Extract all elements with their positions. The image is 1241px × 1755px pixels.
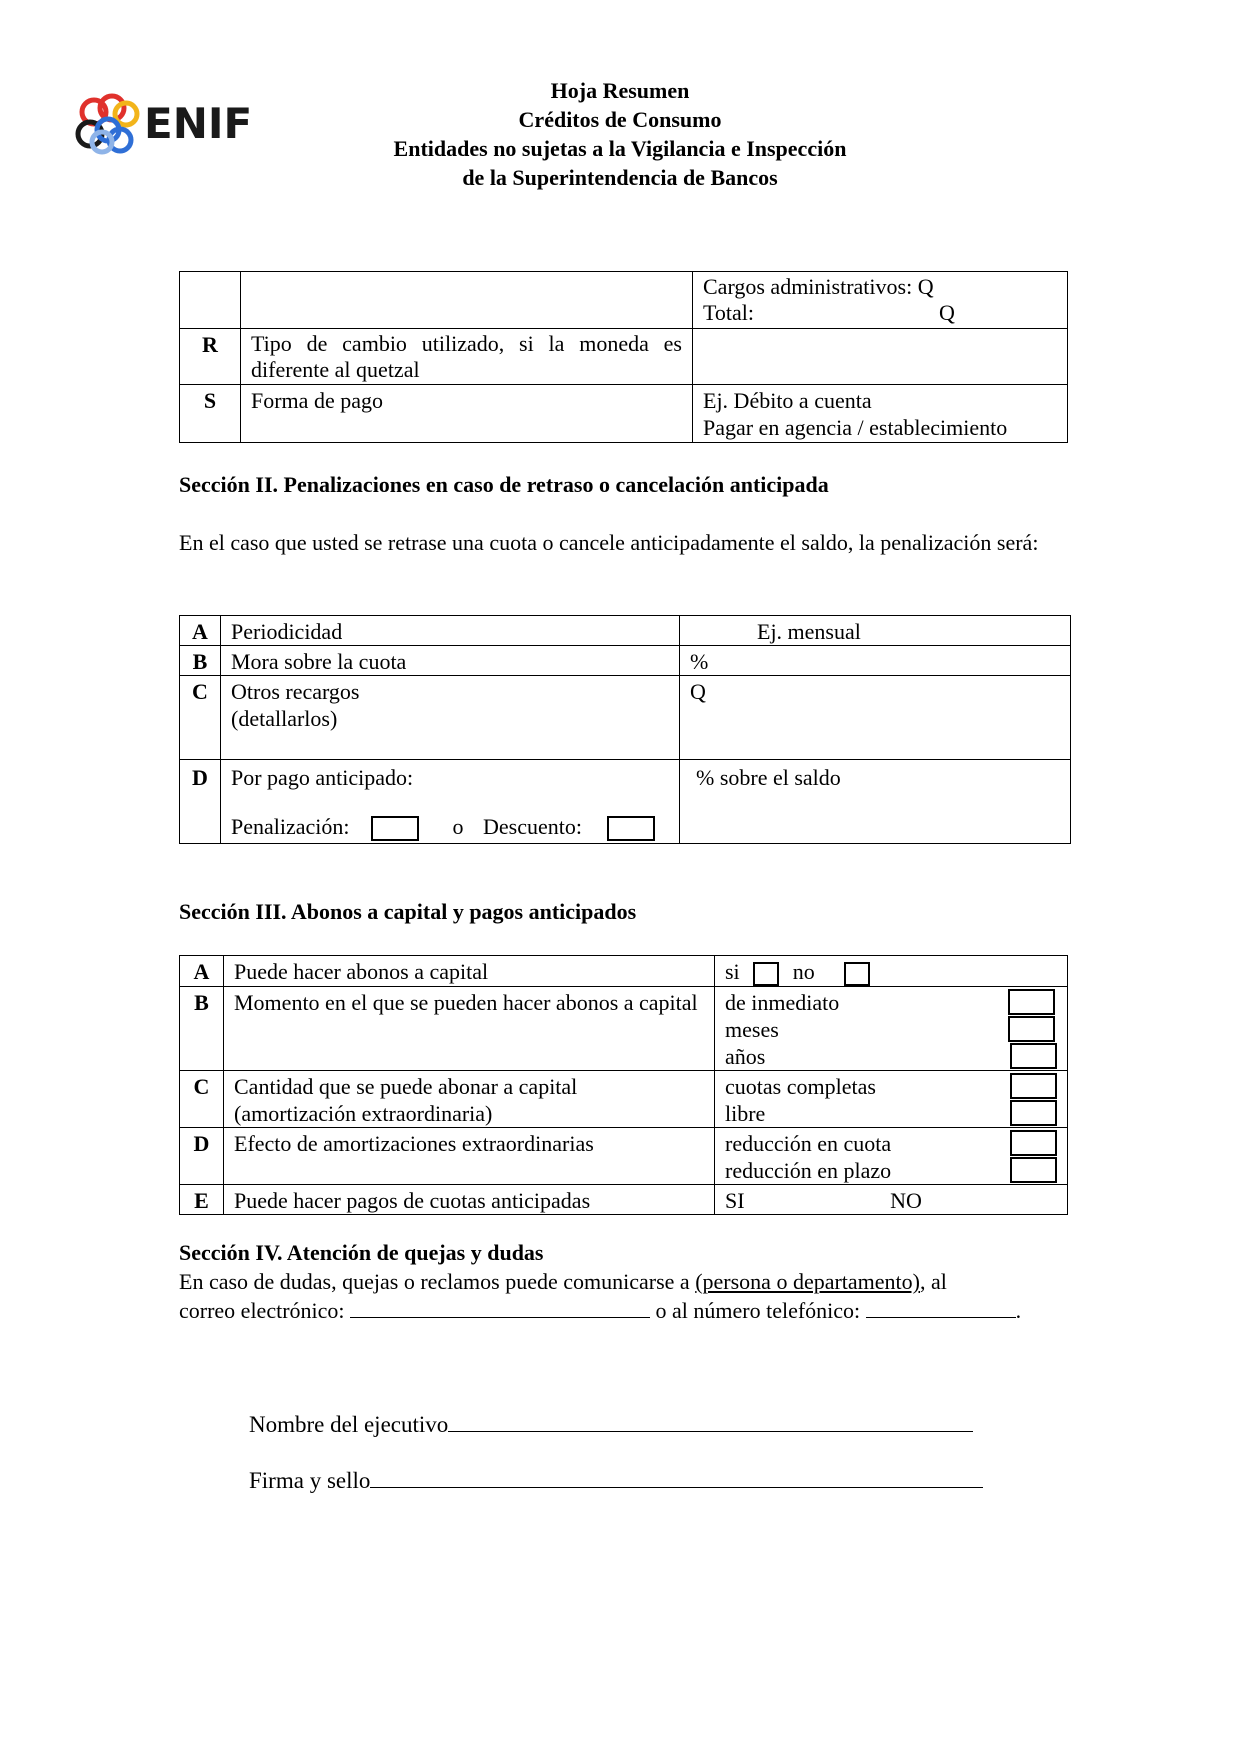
penalty-or-discount bbox=[231, 813, 669, 841]
row-code: C bbox=[180, 1070, 224, 1127]
table-row bbox=[180, 616, 1071, 646]
email-field[interactable] bbox=[350, 1297, 650, 1318]
firma-sello-field[interactable] bbox=[370, 1465, 983, 1488]
table-row bbox=[180, 385, 1068, 443]
descuento-label: Descuento: bbox=[483, 814, 582, 839]
row-code: A bbox=[180, 616, 221, 646]
option-checkbox[interactable] bbox=[1008, 1016, 1055, 1042]
option-label: reducción en plazo bbox=[725, 1157, 892, 1183]
si-label: si bbox=[725, 959, 740, 984]
si-checkbox[interactable] bbox=[753, 962, 779, 986]
section-2-title: Sección II. Penalizaciones en caso de retraso o cancelación anticipada bbox=[179, 472, 829, 497]
option-checkbox[interactable] bbox=[1010, 1073, 1057, 1099]
penalizacion-label: Penalización: bbox=[231, 814, 350, 839]
row-value: Q bbox=[680, 676, 1071, 760]
table-row bbox=[180, 1127, 1068, 1184]
row-code: R bbox=[180, 329, 241, 385]
penalties-table bbox=[179, 615, 1071, 844]
header-line4: de la Superintendencia de Bancos bbox=[462, 165, 778, 190]
row-label: Mora sobre la cuota bbox=[221, 646, 680, 676]
table-row bbox=[180, 646, 1071, 676]
table-row bbox=[180, 760, 1071, 844]
contact-intro: En caso de dudas, quejas o reclamos puede comunicarse a bbox=[179, 1269, 696, 1294]
interlocking-rings-logo-icon bbox=[78, 96, 137, 152]
no-checkbox[interactable] bbox=[844, 962, 870, 986]
row-label-detail: (detallarlos) bbox=[231, 706, 338, 731]
descuento-checkbox[interactable] bbox=[607, 816, 655, 841]
document-header bbox=[300, 76, 940, 192]
table-row bbox=[180, 1184, 1068, 1214]
firma-sello-row bbox=[249, 1465, 983, 1494]
row-value: Ej. mensual bbox=[680, 616, 1071, 646]
row-label: Efecto de amortizaciones extraordinarias bbox=[224, 1127, 715, 1184]
nombre-ejecutivo-field[interactable] bbox=[448, 1409, 973, 1432]
no-label: NO bbox=[890, 1187, 922, 1213]
row-code: C bbox=[180, 676, 221, 760]
row-code: B bbox=[180, 986, 224, 1070]
option-checkbox[interactable] bbox=[1010, 1130, 1057, 1156]
phone-label: o al número telefónico: bbox=[650, 1298, 866, 1323]
option-label: de inmediato bbox=[725, 989, 840, 1015]
no-label: no bbox=[792, 959, 815, 984]
row-code: B bbox=[180, 646, 221, 676]
option-label: reducción en cuota bbox=[725, 1130, 892, 1156]
section-2-intro: En el caso que usted se retrase una cuota o cancele anticipadamente el saldo, la penalización será: bbox=[179, 530, 1039, 555]
table-row bbox=[180, 676, 1071, 760]
row-label: Momento en el que se pueden hacer abonos a capital bbox=[224, 986, 715, 1070]
enif-logo bbox=[72, 84, 282, 166]
row-label: Periodicidad bbox=[221, 616, 680, 646]
phone-field[interactable] bbox=[866, 1297, 1016, 1318]
row-label: Forma de pago bbox=[241, 385, 693, 443]
row-value: % sobre el saldo bbox=[680, 760, 1071, 844]
penalizacion-checkbox[interactable] bbox=[371, 816, 419, 841]
header-title: Hoja Resumen bbox=[550, 78, 690, 103]
period: . bbox=[1015, 1298, 1022, 1323]
contact-text bbox=[179, 1267, 947, 1296]
option-label: años bbox=[725, 1043, 766, 1069]
header-line3: Entidades no sujetas a la Vigilancia e Inspección bbox=[393, 136, 847, 161]
row-code: S bbox=[180, 385, 241, 443]
payment-example-2: Pagar en agencia / establecimiento bbox=[703, 415, 1008, 440]
option-label: meses bbox=[725, 1016, 779, 1042]
row-value: % bbox=[680, 646, 1071, 676]
total-label: Total: bbox=[703, 300, 755, 325]
table-row bbox=[180, 956, 1068, 987]
nombre-ejecutivo-label: Nombre del ejecutivo bbox=[249, 1412, 449, 1437]
logo-text: ENIF bbox=[144, 99, 253, 148]
row-code: A bbox=[180, 956, 224, 987]
total-line bbox=[703, 300, 1057, 326]
capital-payments-table bbox=[179, 955, 1068, 1215]
or-label: o bbox=[452, 814, 464, 839]
nombre-ejecutivo-row bbox=[249, 1409, 973, 1438]
table-row bbox=[180, 329, 1068, 385]
firma-sello-label: Firma y sello bbox=[249, 1468, 371, 1493]
section-3-title: Sección III. Abonos a capital y pagos anticipados bbox=[179, 899, 637, 924]
section-4-text bbox=[179, 1267, 1071, 1325]
row-label: Puede hacer pagos de cuotas anticipadas bbox=[224, 1184, 715, 1214]
row-label: Cantidad que se puede abonar a capital bbox=[234, 1073, 578, 1099]
option-checkbox[interactable] bbox=[1010, 1157, 1057, 1183]
row-value bbox=[693, 329, 1068, 385]
option-checkbox[interactable] bbox=[1010, 1100, 1057, 1126]
email-label: correo electrónico: bbox=[179, 1298, 351, 1323]
option-label: libre bbox=[725, 1100, 766, 1126]
header-subtitle: Créditos de Consumo bbox=[518, 107, 722, 132]
option-label: cuotas completas bbox=[725, 1073, 876, 1099]
contact-suffix: , al bbox=[920, 1269, 947, 1294]
contact-person: (persona o departamento) bbox=[695, 1269, 920, 1294]
payment-example-1: Ej. Débito a cuenta bbox=[703, 388, 872, 413]
row-code: E bbox=[180, 1184, 224, 1214]
row-label-detail: (amortización extraordinaria) bbox=[234, 1100, 493, 1126]
charges-table bbox=[179, 271, 1068, 443]
table-row bbox=[180, 1070, 1068, 1127]
row-label: Tipo de cambio utilizado, si la moneda es diferente al quetzal bbox=[241, 329, 693, 385]
cargos-administrativos: Cargos administrativos: Q bbox=[703, 274, 934, 299]
table-row bbox=[180, 986, 1068, 1070]
option-checkbox[interactable] bbox=[1010, 1043, 1057, 1069]
table-row bbox=[180, 272, 1068, 329]
row-label: Otros recargos bbox=[231, 679, 360, 704]
row-code: D bbox=[180, 1127, 224, 1184]
row-code: D bbox=[180, 760, 221, 844]
row-label: Por pago anticipado: bbox=[231, 765, 414, 790]
si-label: SI bbox=[725, 1187, 745, 1213]
option-checkbox[interactable] bbox=[1008, 989, 1055, 1015]
total-currency: Q bbox=[939, 300, 955, 325]
section-4-title: Sección IV. Atención de quejas y dudas bbox=[179, 1240, 544, 1265]
row-label: Puede hacer abonos a capital bbox=[224, 956, 715, 987]
